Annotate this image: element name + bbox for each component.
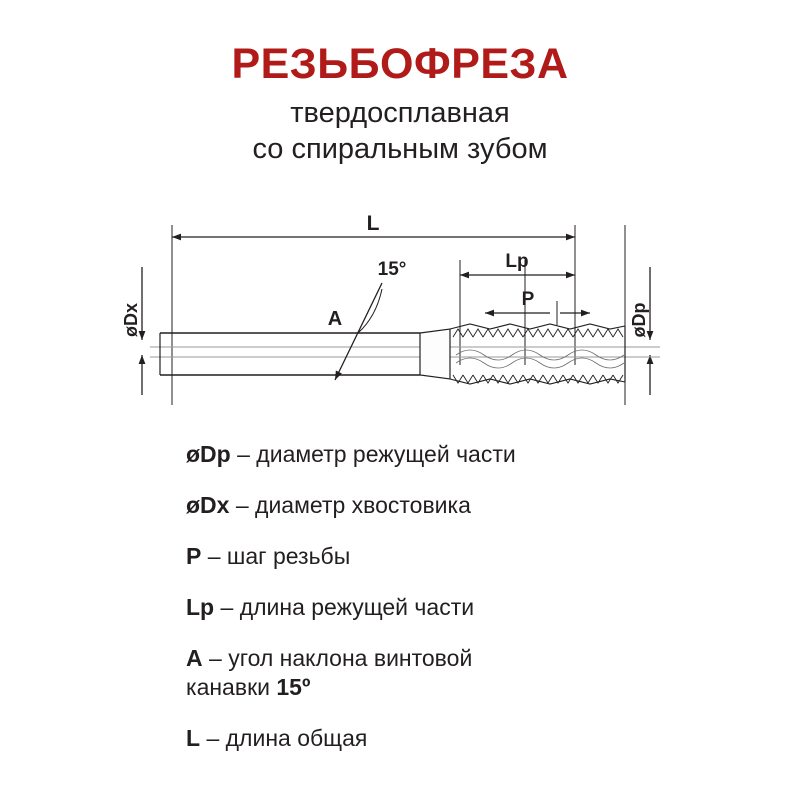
legend-symbol: øDp [186,441,231,467]
dimension-label-Lp: Lp [505,251,529,272]
legend-dash: – [235,491,249,518]
list-item [186,491,746,521]
subtitle-line-2: со спиральным зубом [252,133,548,166]
legend-text: диаметр режущей части [256,441,516,467]
legend-text: шаг резьбы [226,542,351,569]
legend-symbol: A [186,644,203,671]
page-title: РЕЗЬБОФРЕЗА [231,40,569,88]
list-item [186,644,746,704]
dimension-label-Dp: øDp [629,302,649,338]
legend-list [186,440,746,775]
legend-dash: – [209,644,222,671]
legend-text-continued: канавки [186,674,277,701]
legend-symbol: Lp [186,593,215,620]
list-item [186,440,746,470]
legend-text: диаметр хвостовика [255,491,471,518]
legend-text: угол наклона винтовой [228,644,473,671]
angle-marker-label: A [327,308,343,330]
dimension-label-Dx: øDx [121,302,141,338]
legend-symbol: L [186,725,201,752]
legend-text: длина режущей части [239,593,475,620]
dimension-label-L: L [366,212,380,235]
legend-angle-value: 15º [276,674,311,701]
subtitle-line-1: твердосплавная [290,97,510,130]
header-block [0,42,800,168]
page-subtitle [0,95,800,168]
dimension-label-P: P [521,289,535,310]
legend-dash: – [206,725,220,752]
legend-text: длина общая [225,725,368,752]
list-item [186,593,746,623]
angle-value-label: 15° [377,259,407,280]
list-item [186,542,746,572]
list-item [186,724,746,754]
legend-symbol: P [186,542,202,569]
legend-dash: – [237,441,250,467]
technical-drawing [120,205,690,435]
legend-symbol: øDx [186,491,230,518]
legend-dash: – [207,542,221,569]
legend-dash: – [220,593,234,620]
